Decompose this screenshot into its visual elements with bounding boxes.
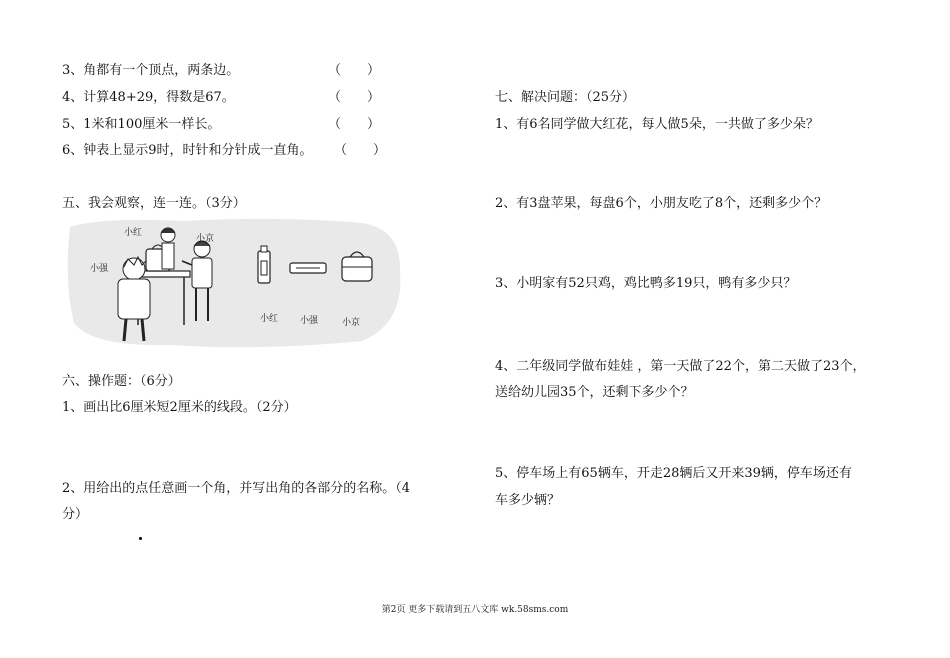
q7-1: 1、有6名同学做大红花，每人做5朵，一共做了多少朵？ — [495, 117, 819, 132]
judge-item-4: 4、计算48+29，得数是67。 — [62, 90, 235, 105]
section6-title: 六、操作题：（6分） — [62, 374, 181, 389]
answer-paren-6: （ ） — [334, 143, 387, 158]
section7-title: 七、解决问题：（25分） — [495, 90, 636, 105]
q7-4-line2: 送给幼儿园35个，还剩下多少个？ — [495, 385, 694, 400]
label-xiaoqiang: 小强 — [90, 264, 109, 274]
label-xiaojing: 小京 — [196, 234, 215, 244]
judge-item-6: 6、钟表上显示9时，时针和分针成一直角。 — [62, 143, 313, 158]
option-label-1: 小红 — [260, 314, 279, 324]
q6-1: 1、画出比6厘米短2厘米的线段。（2分） — [62, 400, 297, 415]
judge-item-3: 3、角都有一个顶点，两条边。 — [62, 63, 240, 78]
answer-paren-3: （ ） — [328, 63, 381, 78]
q7-4-line1: 4、二年级同学做布娃娃 ，第一天做了22个，第二天做了23个， — [495, 359, 866, 374]
given-point — [139, 537, 142, 540]
judge-item-5: 5、1米和100厘米一样长。 — [62, 117, 221, 132]
q6-2-line1: 2、用给出的点任意画一个角，并写出角的各部分的名称。（4 — [62, 481, 411, 496]
page-footer: 第2页 更多下载请到五八文库 wk.58sms.com — [381, 605, 569, 615]
q7-5-line2: 车多少辆？ — [495, 493, 561, 508]
q7-3: 3、小明家有52只鸡，鸡比鸭多19只，鸭有多少只？ — [495, 276, 797, 291]
observation-illustration — [62, 213, 407, 353]
q7-5-line1: 5、停车场上有65辆车，开走28辆后又开来39辆，停车场还有 — [495, 466, 852, 481]
q6-2-line2: 分） — [62, 507, 89, 522]
answer-paren-5: （ ） — [328, 117, 381, 132]
illustration-drawing — [62, 213, 407, 353]
section5-title: 五、我会观察，连一连。（3分） — [62, 196, 246, 211]
label-xiaohong: 小红 — [124, 228, 143, 238]
option-label-3: 小京 — [342, 318, 361, 328]
q7-2: 2、有3盘苹果，每盘6个，小朋友吃了8个，还剩多少个？ — [495, 196, 828, 211]
answer-paren-4: （ ） — [328, 90, 381, 105]
option-label-2: 小强 — [300, 316, 319, 326]
